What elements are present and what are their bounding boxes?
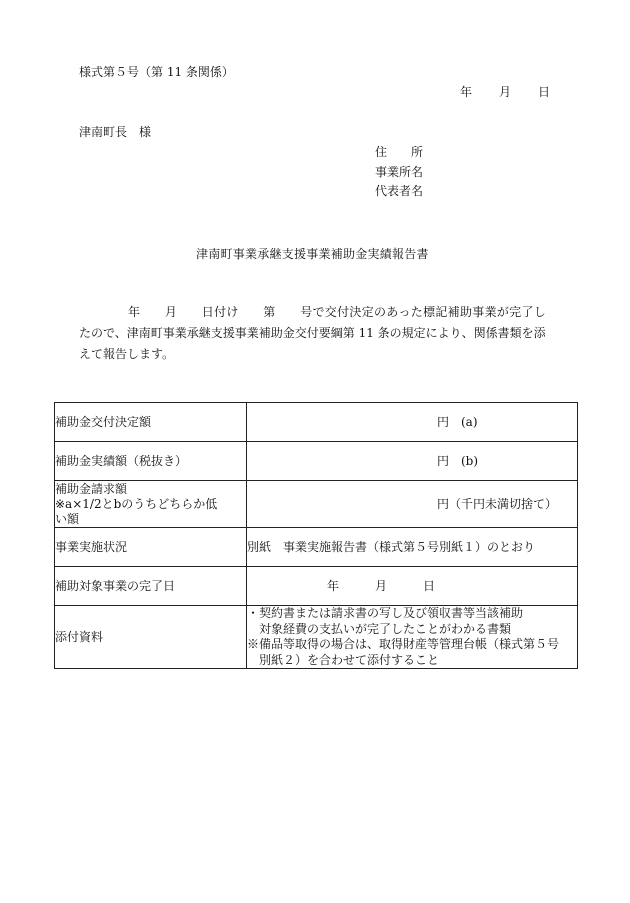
applicant-block xyxy=(375,143,423,202)
representative-label: 代表者名 xyxy=(375,184,424,198)
report-table xyxy=(54,402,578,669)
attachment-line: 別紙２）を合わせて添付すること xyxy=(259,652,440,667)
row-label: 事業実施状況 xyxy=(55,528,247,567)
row-value: 円 (b) xyxy=(247,442,578,481)
body-paragraph xyxy=(79,302,546,365)
table-row-implementation-status xyxy=(55,528,578,567)
row-label-line: ※a×1/2とbのうちどちらか低 xyxy=(55,496,218,511)
row-value xyxy=(247,606,578,669)
row-label: 添付資料 xyxy=(55,606,247,669)
attachment-line: ※備品等取得の場合は、取得財産等管理台帳（様式第５号 xyxy=(247,637,560,651)
table-row-grant-decision-amount xyxy=(55,403,578,442)
row-label: 補助対象事業の完了日 xyxy=(55,567,247,606)
row-label-line: い額 xyxy=(55,511,80,526)
submission-date-line: 年 月 日 xyxy=(460,85,552,99)
body-line: たので、津南町事業承継支援事業補助金交付要綱第 11 条の規定により、関係書類を添 xyxy=(79,326,546,340)
row-value: 円 (a) xyxy=(247,403,578,442)
attachment-line: 対象経費の支払いが完了したことがわかる書類 xyxy=(259,621,512,636)
table-row-claim-amount xyxy=(55,481,578,528)
row-label xyxy=(55,481,247,528)
body-line: えて報告します。 xyxy=(79,347,175,361)
document-title: 津南町事業承継支援事業補助金実績報告書 xyxy=(196,247,429,261)
row-label: 補助金実績額（税抜き） xyxy=(55,442,247,481)
table-row-attachments xyxy=(55,606,578,669)
attachment-line: ・契約書または請求書の写し及び領収書等当該補助 xyxy=(247,606,524,620)
row-value: 別紙 事業実施報告書（様式第５号別紙１）のとおり xyxy=(247,528,578,567)
body-line: 年 月 日付け 第 号で交付決定のあった標記補助事業が完了し xyxy=(128,305,547,319)
address-label: 住 所 xyxy=(375,145,424,159)
table-row-completion-date xyxy=(55,567,578,606)
row-value: 円（千円未満切捨て） xyxy=(247,481,578,528)
row-label: 補助金交付決定額 xyxy=(55,403,247,442)
addressee: 津南町長 様 xyxy=(79,125,152,139)
row-value: 年 月 日 xyxy=(247,567,578,606)
row-label-line: 補助金請求額 xyxy=(55,481,128,496)
business-name-label: 事業所名 xyxy=(375,164,424,179)
form-number: 様式第５号（第 11 条関係） xyxy=(79,65,234,79)
table-row-actual-amount xyxy=(55,442,578,481)
